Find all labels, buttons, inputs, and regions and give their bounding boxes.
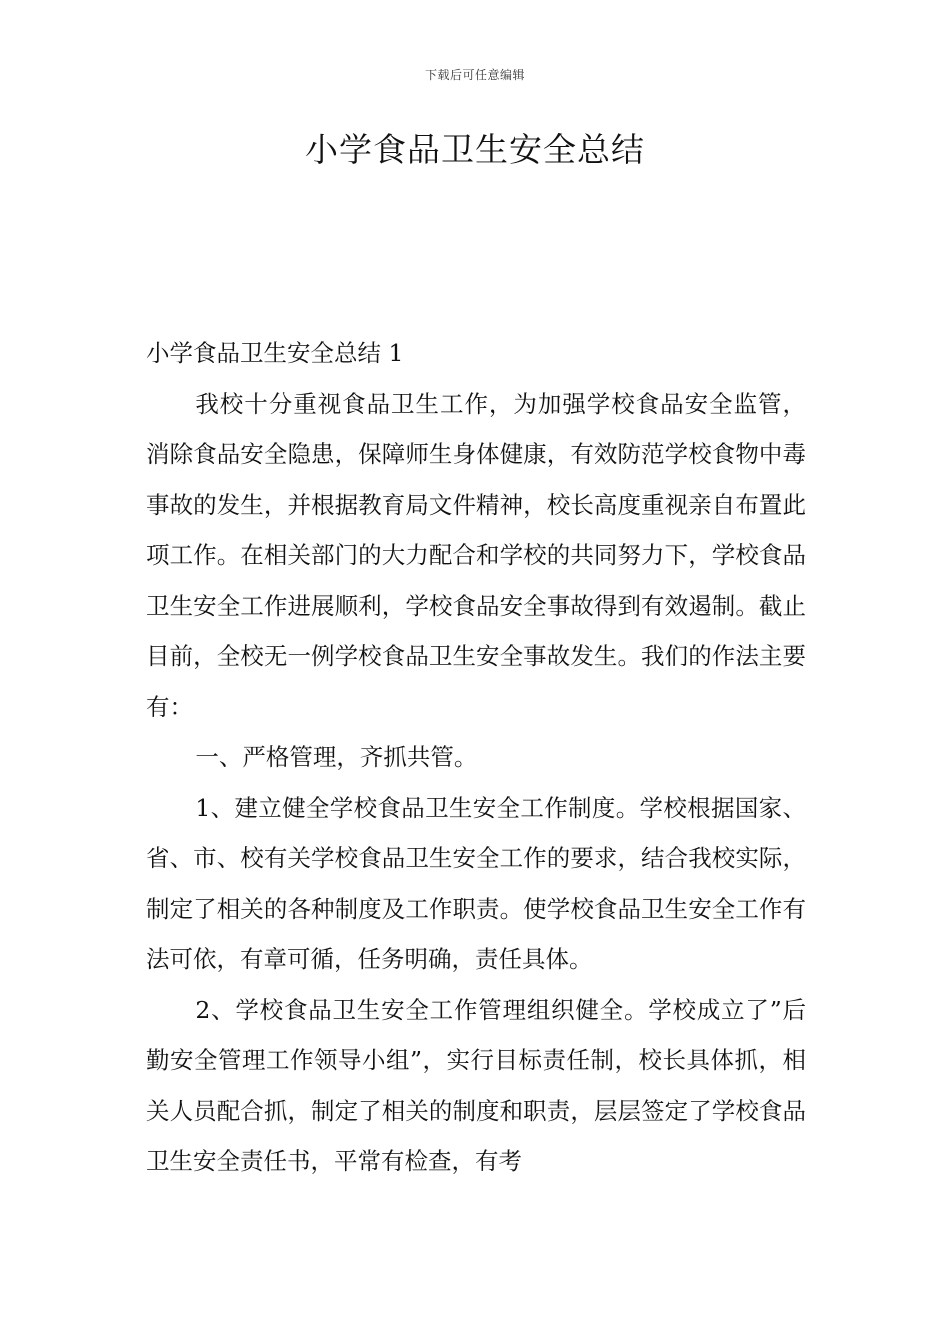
document-title: 小学食品卫生安全总结 <box>305 130 645 169</box>
paragraph-intro: 我校十分重视食品卫生工作，为加强学校食品安全监管，消除食品安全隐患，保障师生身体健康，有效防范学校食物中毒事故的发生，并根据教育局文件精神，校长高度重视亲自布置此项工作。在相关部门的大力配合和学校的共同努力下，学校食品卫生安全工作进展顺利，学校食品安全事故得到有效遏制。截止目前，全校无一例学校食品卫生安全事故发生。我们的作法主要有： <box>146 389 806 721</box>
paragraph-item-1: 1、建立健全学校食品卫生安全工作制度。学校根据国家、省、市、校有关学校食品卫生安全工作的要求，结合我校实际，制定了相关的各种制度及工作职责。使学校食品卫生安全工作有法可依，有章可循，任务明确，责任具体。 <box>146 793 806 973</box>
header-note: 下载后可任意编辑 <box>424 68 525 82</box>
section-heading: 小学食品卫生安全总结 1 <box>146 339 404 367</box>
document-body <box>146 328 806 1187</box>
paragraph-item-2: 2、学校食品卫生安全工作管理组织健全。学校成立了”后勤安全管理工作领导小组”，实行目标责任制，校长具体抓，相关人员配合抓，制定了相关的制度和职责，层层签定了学校食品卫生安全责任书，平常有检查，有考 <box>146 995 806 1175</box>
paragraph-heading-one: 一、严格管理，齐抓共管。 <box>195 743 478 771</box>
